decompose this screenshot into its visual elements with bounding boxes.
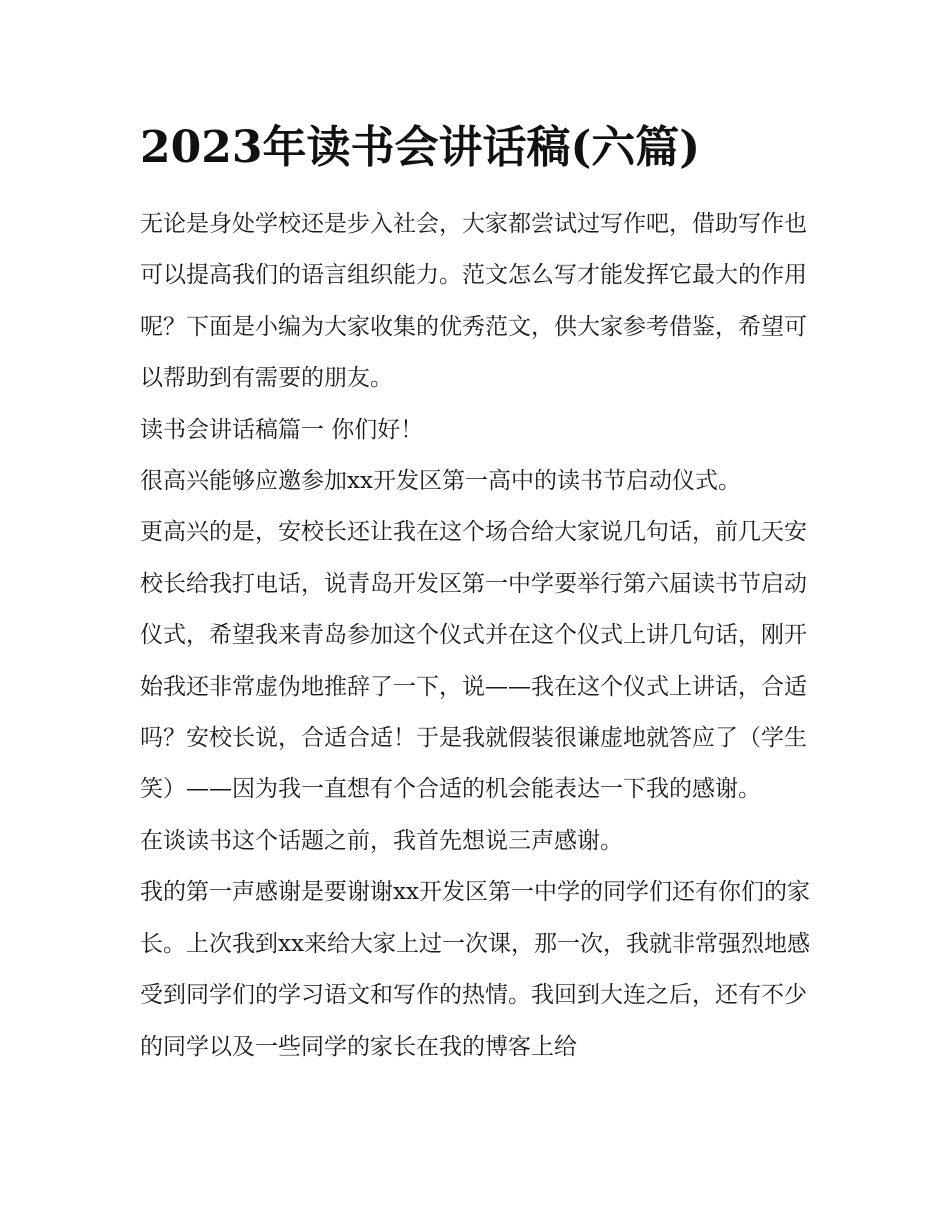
body-paragraph: 更高兴的是，安校长还让我在这个场合给大家说几句话，前几天安校长给我打电话，说青岛开发区第一中学要举行第六届读书节启动仪式，希望我来青岛参加这个仪式并在这个仪式上讲几句话，刚开始我还非常虚伪地推辞了一下，说——我在这个仪式上讲话，合适吗？安校长说，合适合适！于是我就假装很谦虚地就答应了（学生笑）——因为我一直想有个合适的机会能表达一下我的感谢。 — [140, 519, 807, 803]
document-body — [140, 199, 812, 1073]
document-title: 2023年读书会讲话稿(六篇) — [140, 122, 701, 173]
section-heading: 读书会讲话稿篇一 你们好！ — [140, 416, 424, 443]
body-paragraph: 很高兴能够应邀参加xx开发区第一高中的读书节启动仪式。 — [140, 468, 741, 495]
body-paragraph: 在谈读书这个话题之前，我首先想说三声感谢。 — [140, 827, 623, 854]
intro-paragraph: 无论是身处学校还是步入社会，大家都尝试过写作吧，借助写作也可以提高我们的语言组织能力。范文怎么写才能发挥它最大的作用呢？下面是小编为大家收集的优秀范文，供大家参考借鉴，希望可以帮助到有需要的朋友。 — [140, 211, 807, 392]
body-paragraph: 我的第一声感谢是要谢谢xx开发区第一中学的同学们还有你们的家长。上次我到xx来给大家上过一次课，那一次，我就非常强烈地感受到同学们的学习语文和写作的热情。我回到大连之后，还有不少的同学以及一些同学的家长在我的博客上给 — [140, 879, 810, 1060]
